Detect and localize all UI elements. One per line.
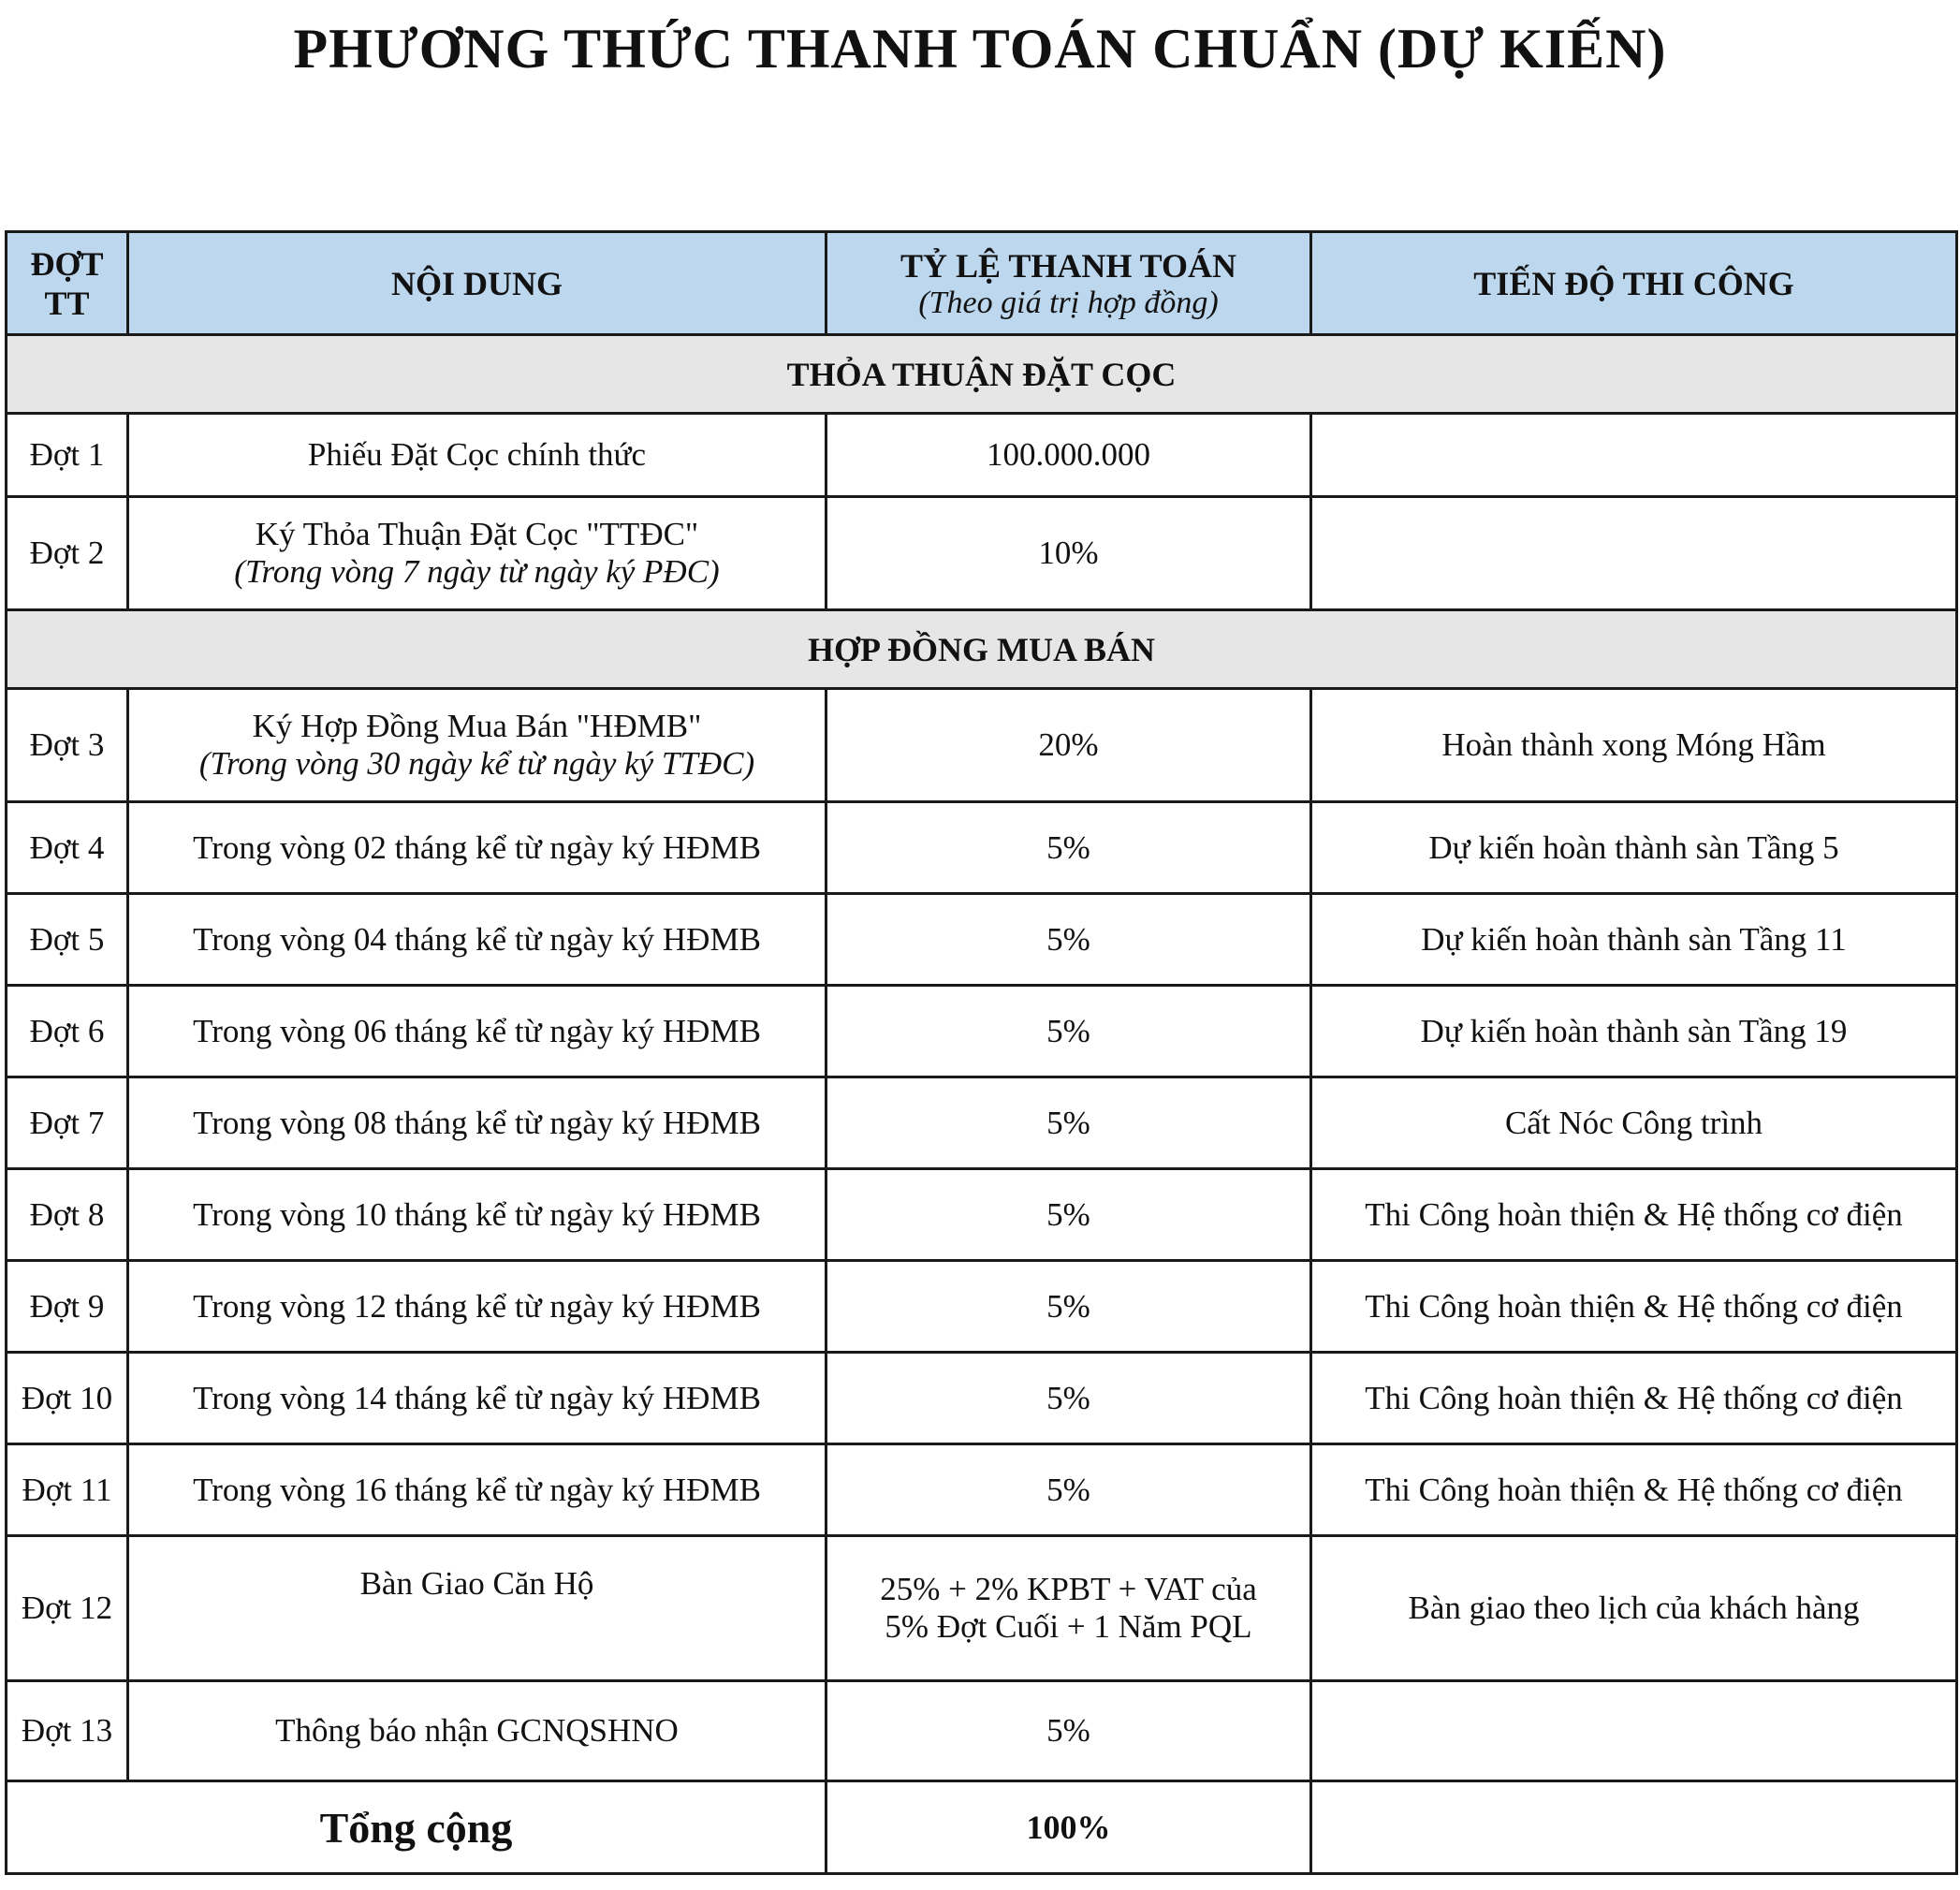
stage-cell: Đợt 2 bbox=[7, 497, 128, 610]
table-row bbox=[7, 1261, 1957, 1353]
content-cell: Trong vòng 02 tháng kể từ ngày ký HĐMB bbox=[128, 802, 826, 894]
stage-cell: Đợt 10 bbox=[7, 1353, 128, 1444]
progress-cell bbox=[1311, 497, 1957, 610]
rate-cell: 5% bbox=[826, 1261, 1311, 1353]
section-row-deposit bbox=[7, 335, 1957, 414]
rate-cell: 25% + 2% KPBT + VAT của 5% Đợt Cuối + 1 Năm PQL bbox=[826, 1536, 1311, 1681]
rate-cell: 5% bbox=[826, 1681, 1311, 1781]
content-cell: Trong vòng 04 tháng kể từ ngày ký HĐMB bbox=[128, 894, 826, 986]
table-row bbox=[7, 802, 1957, 894]
progress-cell: Thi Công hoàn thiện & Hệ thống cơ điện bbox=[1311, 1169, 1957, 1261]
progress-cell: Thi Công hoàn thiện & Hệ thống cơ điện bbox=[1311, 1261, 1957, 1353]
stage-cell: Đợt 11 bbox=[7, 1444, 128, 1536]
stage-cell: Đợt 9 bbox=[7, 1261, 128, 1353]
section-title: HỢP ĐỒNG MUA BÁN bbox=[7, 610, 1957, 689]
progress-cell: Bàn giao theo lịch của khách hàng bbox=[1311, 1536, 1957, 1681]
progress-cell: Dự kiến hoàn thành sàn Tầng 5 bbox=[1311, 802, 1957, 894]
content-cell: Trong vòng 14 tháng kể từ ngày ký HĐMB bbox=[128, 1353, 826, 1444]
stage-cell: Đợt 8 bbox=[7, 1169, 128, 1261]
table-header-row bbox=[7, 232, 1957, 335]
rate-cell: 5% bbox=[826, 802, 1311, 894]
progress-cell bbox=[1311, 414, 1957, 497]
content-cell: Trong vòng 08 tháng kể từ ngày ký HĐMB bbox=[128, 1077, 826, 1169]
table-row bbox=[7, 1169, 1957, 1261]
stage-cell: Đợt 5 bbox=[7, 894, 128, 986]
stage-cell: Đợt 6 bbox=[7, 986, 128, 1077]
table-row bbox=[7, 689, 1957, 802]
rate-cell: 5% bbox=[826, 894, 1311, 986]
section-title: THỎA THUẬN ĐẶT CỌC bbox=[7, 335, 1957, 414]
total-row bbox=[7, 1781, 1957, 1874]
page-title: PHƯƠNG THỨC THANH TOÁN CHUẨN (DỰ KIẾN) bbox=[293, 18, 1667, 80]
total-empty-cell bbox=[1311, 1781, 1957, 1874]
progress-cell: Dự kiến hoàn thành sàn Tầng 19 bbox=[1311, 986, 1957, 1077]
header-progress: TIẾN ĐỘ THI CÔNG bbox=[1311, 232, 1957, 335]
stage-cell: Đợt 4 bbox=[7, 802, 128, 894]
table-row bbox=[7, 1536, 1957, 1681]
content-cell: Bàn Giao Căn Hộ bbox=[128, 1536, 826, 1681]
table-row bbox=[7, 1353, 1957, 1444]
table-row bbox=[7, 1681, 1957, 1781]
header-stage: ĐỢT TT bbox=[7, 232, 128, 335]
table-row bbox=[7, 497, 1957, 610]
rate-cell: 5% bbox=[826, 1077, 1311, 1169]
progress-cell: Thi Công hoàn thiện & Hệ thống cơ điện bbox=[1311, 1444, 1957, 1536]
table-row bbox=[7, 894, 1957, 986]
total-value: 100% bbox=[826, 1781, 1311, 1874]
content-cell: Trong vòng 16 tháng kể từ ngày ký HĐMB bbox=[128, 1444, 826, 1536]
content-cell: Trong vòng 12 tháng kể từ ngày ký HĐMB bbox=[128, 1261, 826, 1353]
progress-cell: Dự kiến hoàn thành sàn Tầng 11 bbox=[1311, 894, 1957, 986]
progress-cell: Hoàn thành xong Móng Hầm bbox=[1311, 689, 1957, 802]
stage-cell: Đợt 7 bbox=[7, 1077, 128, 1169]
rate-cell: 5% bbox=[826, 986, 1311, 1077]
rate-cell: 5% bbox=[826, 1169, 1311, 1261]
content-cell: Trong vòng 06 tháng kể từ ngày ký HĐMB bbox=[128, 986, 826, 1077]
stage-cell: Đợt 3 bbox=[7, 689, 128, 802]
header-content: NỘI DUNG bbox=[128, 232, 826, 335]
rate-cell: 5% bbox=[826, 1444, 1311, 1536]
total-label: Tổng cộng bbox=[7, 1781, 826, 1874]
table-row bbox=[7, 414, 1957, 497]
stage-cell: Đợt 13 bbox=[7, 1681, 128, 1781]
content-cell: Ký Hợp Đồng Mua Bán "HĐMB" (Trong vòng 30 ngày kể từ ngày ký TTĐC) bbox=[128, 689, 826, 802]
stage-cell: Đợt 12 bbox=[7, 1536, 128, 1681]
rate-cell: 20% bbox=[826, 689, 1311, 802]
content-cell: Phiếu Đặt Cọc chính thức bbox=[128, 414, 826, 497]
payment-schedule-table bbox=[5, 230, 1958, 1875]
section-row-contract bbox=[7, 610, 1957, 689]
table-row bbox=[7, 1444, 1957, 1536]
progress-cell bbox=[1311, 1681, 1957, 1781]
progress-cell: Cất Nóc Công trình bbox=[1311, 1077, 1957, 1169]
table-row bbox=[7, 986, 1957, 1077]
stage-cell: Đợt 1 bbox=[7, 414, 128, 497]
header-rate: TỶ LỆ THANH TOÁN (Theo giá trị hợp đồng) bbox=[826, 232, 1311, 335]
content-cell: Ký Thỏa Thuận Đặt Cọc "TTĐC" (Trong vòng 7 ngày từ ngày ký PĐC) bbox=[128, 497, 826, 610]
rate-cell: 5% bbox=[826, 1353, 1311, 1444]
rate-cell: 10% bbox=[826, 497, 1311, 610]
content-cell: Trong vòng 10 tháng kể từ ngày ký HĐMB bbox=[128, 1169, 826, 1261]
progress-cell: Thi Công hoàn thiện & Hệ thống cơ điện bbox=[1311, 1353, 1957, 1444]
content-cell: Thông báo nhận GCNQSHNO bbox=[128, 1681, 826, 1781]
rate-cell: 100.000.000 bbox=[826, 414, 1311, 497]
table-row bbox=[7, 1077, 1957, 1169]
